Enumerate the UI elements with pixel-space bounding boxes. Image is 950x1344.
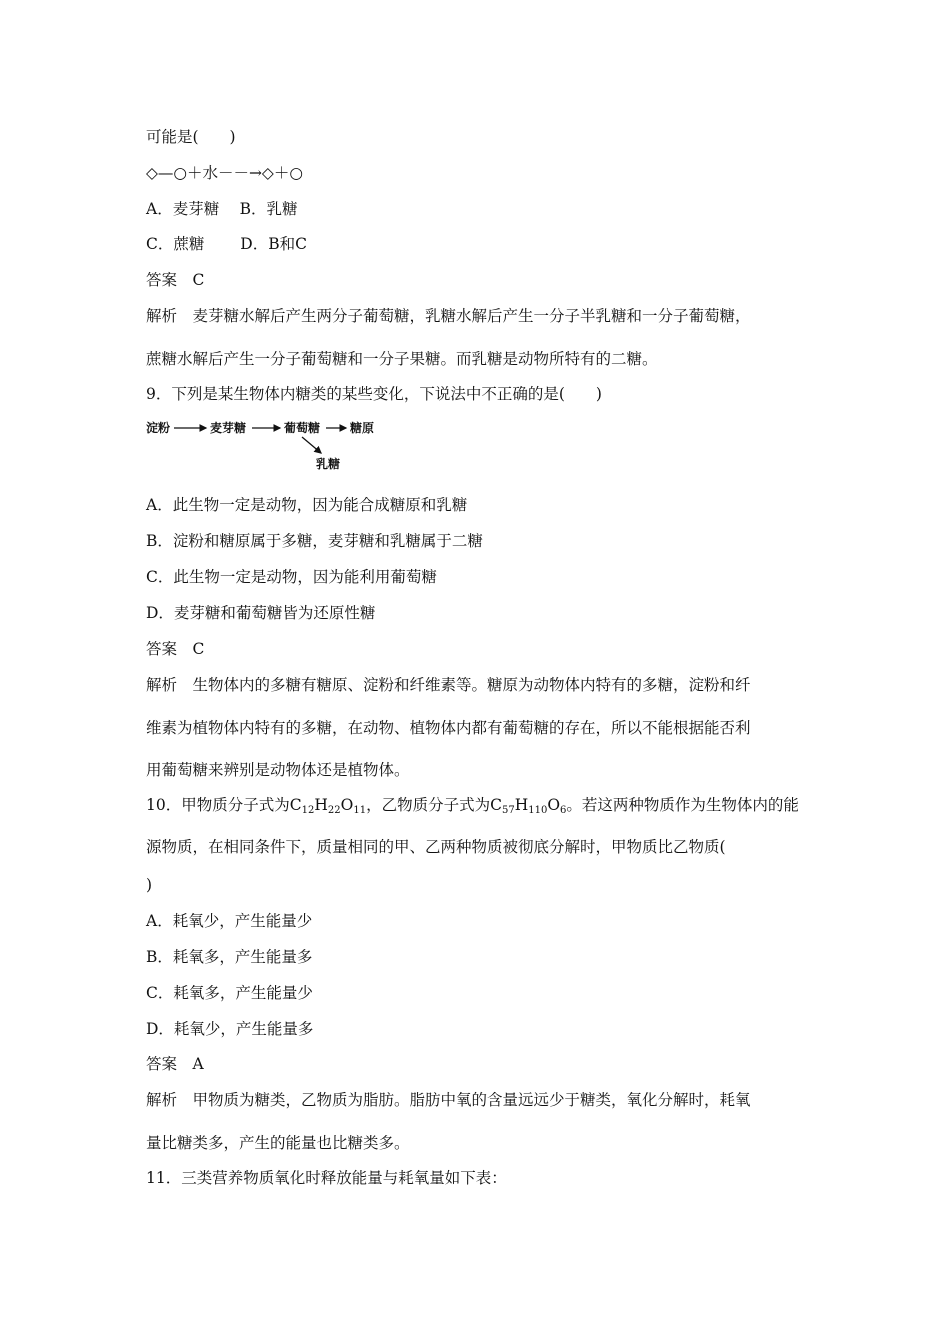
- q10-stem-line-1: [146, 794, 799, 822]
- q8-options-ab: A．麦芽糖 B．乳糖: [146, 200, 298, 218]
- q8-options-cd: C．蔗糖 D．B和C: [146, 235, 307, 253]
- q10-option-b: B．耗氧多，产生能量多: [146, 948, 313, 966]
- q10-option-c: C．耗氧多，产生能量少: [146, 984, 313, 1002]
- q8-stem-tail: 可能是( ): [146, 128, 236, 146]
- q9-analysis-line-2: 维素为植物体内特有的多糖，在动物、植物体内都有葡萄糖的存在，所以不能根据能否利: [146, 719, 751, 737]
- arrow-glucose-to-lactose: [302, 437, 321, 453]
- q10-stem-mid: ，乙物质分子式为: [366, 796, 491, 814]
- diagram-glycogen: 糖原: [350, 421, 375, 435]
- q9-option-b: B．淀粉和糖原属于多糖，麦芽糖和乳糖属于二糖: [146, 532, 483, 550]
- q9-stem: 9．下列是某生物体内糖类的某些变化，下说法中不正确的是( ): [146, 385, 602, 403]
- q8-analysis-line-1: 解析 麦芽糖水解后产生两分子葡萄糖，乳糖水解后产生一分子半乳糖和一分子葡萄糖，: [146, 307, 751, 325]
- q11-stem: 11．三类营养物质氧化时释放能量与耗氧量如下表：: [146, 1169, 507, 1187]
- q10-analysis-line-2: 量比糖类多，产生的能量也比糖类多。: [146, 1134, 410, 1152]
- q10-stem-suffix: 。若这两种物质作为生物体内的能: [566, 796, 799, 814]
- diagram-maltose: 麦芽糖: [210, 421, 247, 435]
- q10-analysis-line-1: 解析 甲物质为糖类，乙物质为脂肪。脂肪中氧的含量远远少于糖类，氧化分解时，耗氧: [146, 1091, 751, 1109]
- q10-option-a: A．耗氧少，产生能量少: [146, 912, 313, 930]
- q9-option-a: A．此生物一定是动物，因为能合成糖原和乳糖: [146, 496, 468, 514]
- formula-b: $C_{57}H_{110}O_6$: [490, 796, 567, 816]
- diagram-lactose: 乳糖: [316, 457, 341, 471]
- sugar-conversion-diagram: [146, 418, 375, 474]
- diagram-glucose: 葡萄糖: [284, 421, 321, 435]
- q10-stem-line-2: 源物质，在相同条件下，质量相同的甲、乙两种物质被彻底分解时，甲物质比乙物质(: [146, 838, 726, 856]
- formula-a: $C_{12}H_{22}O_{11}$: [289, 796, 367, 816]
- q9-answer: 答案 C: [146, 640, 205, 658]
- q9-analysis-line-1: 解析 生物体内的多糖有糖原、淀粉和纤维素等。糖原为动物体内特有的多糖，淀粉和纤: [146, 676, 751, 694]
- q10-option-d: D．耗氧少，产生能量多: [146, 1020, 314, 1038]
- q8-analysis-line-2: 蔗糖水解后产生一分子葡萄糖和一分子果糖。而乳糖是动物所特有的二糖。: [146, 350, 658, 368]
- q10-stem-prefix: 10．甲物质分子式为: [146, 796, 290, 814]
- q8-answer: 答案 C: [146, 271, 205, 289]
- diagram-starch: 淀粉: [146, 421, 171, 435]
- q9-option-c: C．此生物一定是动物，因为能利用葡萄糖: [146, 568, 437, 586]
- q10-answer: 答案 A: [146, 1055, 204, 1073]
- q10-stem-line-3: ): [146, 876, 153, 894]
- q9-analysis-line-3: 用葡萄糖来辨别是动物体还是植物体。: [146, 761, 410, 779]
- q8-reaction: ◇—○＋水－－→◇＋○: [146, 164, 303, 182]
- q9-option-d: D．麦芽糖和葡萄糖皆为还原性糖: [146, 604, 376, 622]
